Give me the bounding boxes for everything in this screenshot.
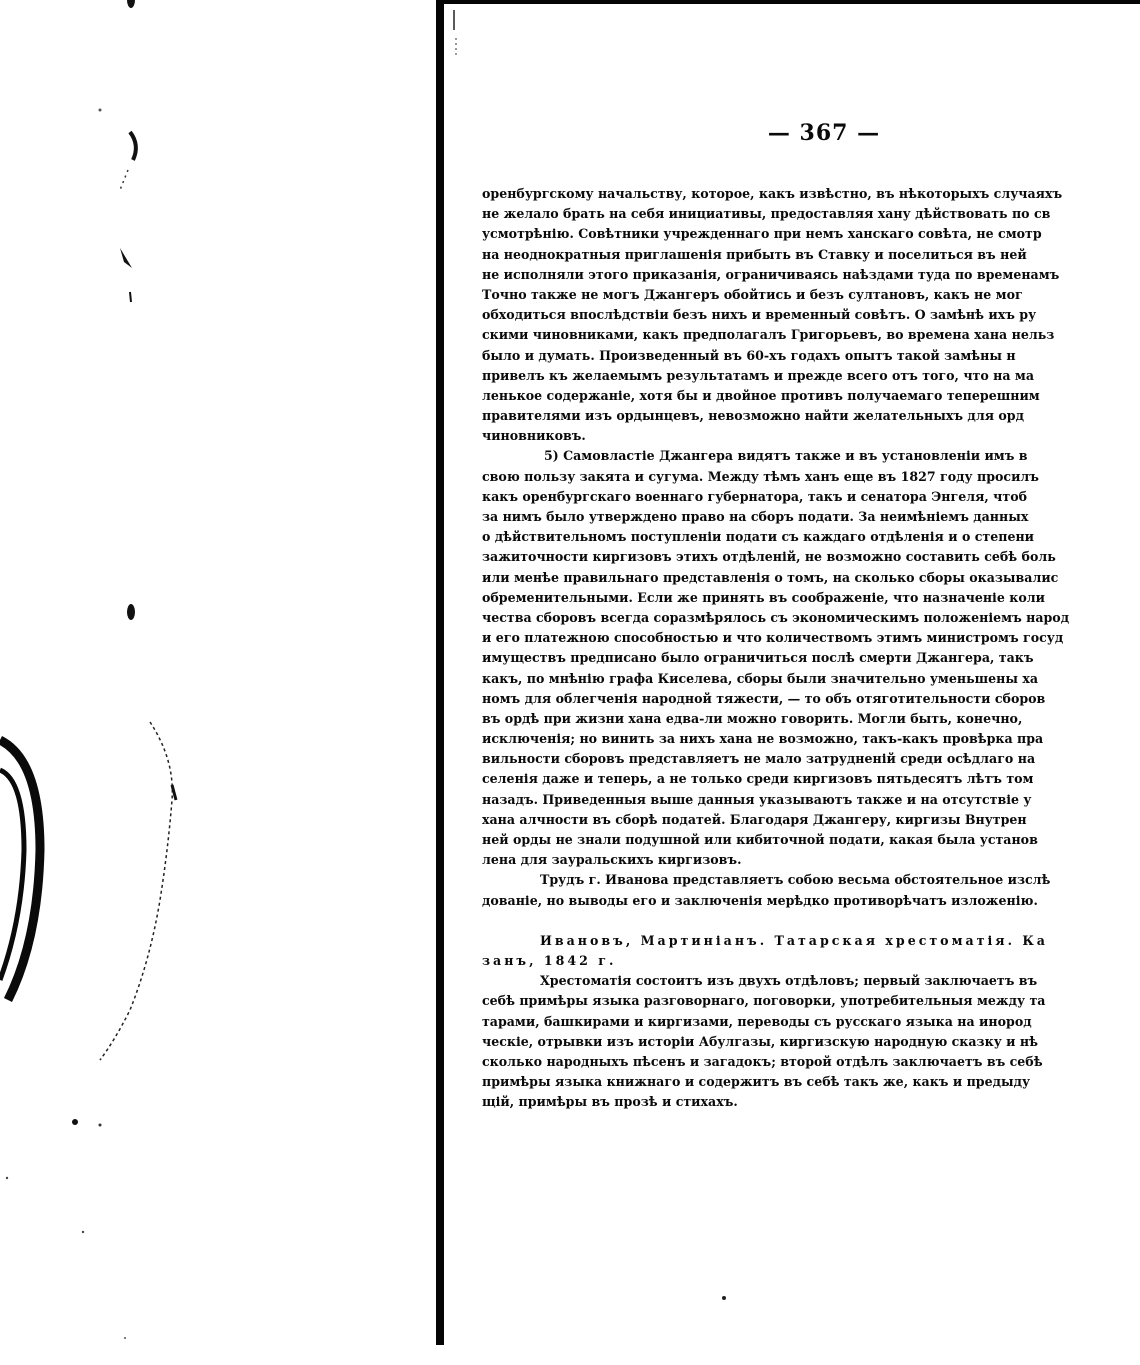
text-line: Трудъ г. Иванова представляетъ собою весьма обстоятельное изслѣ xyxy=(540,872,1051,888)
text-line: привелъ къ желаемымъ результатамъ и прежде всего отъ того, что на ма xyxy=(482,367,1034,383)
text-line: какъ, по мнѣнію графа Киселева, сборы были значительно уменьшены ха xyxy=(482,670,1039,686)
text-line: вильности сборовъ представляетъ не мало затрудненій среди осѣдлаго на xyxy=(482,751,1036,767)
text-line: въ ордѣ при жизни хана едва-ли можно говорить. Могли быть, конечно, xyxy=(482,710,1023,726)
text-line: о дѣйствительномъ поступленіи подати съ каждаго отдѣленія и о степени xyxy=(482,529,1035,545)
text-line: обременительными. Если же принять въ соображеніе, что назначеніе коли xyxy=(482,589,1045,605)
left-page-scan-marks xyxy=(0,0,436,1361)
book-spine-shadow xyxy=(436,0,444,1345)
scan-mark-top xyxy=(130,132,136,160)
text-line: 5) Самовластіе Джангера видятъ также и въ установленіи имъ в xyxy=(544,448,1028,464)
text-line: имуществъ предписано было ограничиться послѣ смерти Джангера, такъ xyxy=(482,650,1034,666)
page-number: — 367 — xyxy=(767,120,881,146)
text-line: или менѣе правильнаго представленія о томъ, на сколько сборы оказывалис xyxy=(482,569,1059,585)
text-line: зажиточности киргизовъ этихъ отдѣленій, не возможно составить себѣ боль xyxy=(482,549,1056,565)
text-line: Точно также не могъ Джангеръ обойтись и безъ султановъ, какъ не мог xyxy=(482,286,1023,302)
text-line: чиновниковъ. xyxy=(482,428,586,444)
scan-mark-blot xyxy=(127,0,135,8)
scan-mark-2 xyxy=(120,248,132,268)
scan-mark-dotted-1 xyxy=(120,170,128,190)
scan-mark-3 xyxy=(130,292,131,302)
text-line: щій, примѣры въ прозѣ и стихахъ. xyxy=(482,1094,738,1110)
text-line: Хрестоматія состоитъ изъ двухъ отдѣловъ; первый заключаетъ въ xyxy=(540,973,1038,989)
text-line: лена для зауральскихъ киргизовъ. xyxy=(482,852,742,868)
text-line: свою пользу закята и сугума. Между тѣмъ ханъ еще въ 1827 году просилъ xyxy=(482,468,1039,484)
text-line: назадъ. Приведенныя выше данныя указываютъ также и на отсутствіе у xyxy=(482,791,1032,807)
text-line: обходиться впослѣдствіи безъ нихъ и временный совѣтъ. О замѣнѣ ихъ ру xyxy=(482,307,1037,323)
text-line: тарами, башкирами и киргизами, переводы съ русскаго языка на инород xyxy=(482,1013,1032,1029)
text-line: скими чиновниками, какъ предполагалъ Григорьевъ, во времена хана нельз xyxy=(482,327,1055,343)
text-line: не исполняли этого приказанія, ограничиваясь наѣздами туда по временамъ xyxy=(482,266,1060,282)
text-line: не желало брать на себя инициативы, предоставляя хану дѣйствовать по св xyxy=(482,206,1051,222)
right-page xyxy=(444,0,1140,1361)
text-line: чества сборовъ всегда соразмѣрялось съ экономическимъ положеніемъ народ xyxy=(482,609,1070,625)
scan-mark-curve xyxy=(100,722,172,1060)
text-line: примѣры языка книжнаго и содержитъ въ себѣ такъ же, какъ и предыду xyxy=(482,1074,1031,1090)
text-line: дованіе, но выводы его и заключенія мерѣдко противорѣчатъ изложенію. xyxy=(482,892,1038,908)
text-line: сколько народныхъ пѣсенъ и загадокъ; второй отдѣлъ заключаетъ въ себѣ xyxy=(482,1053,1043,1069)
left-page-margin xyxy=(0,0,436,1361)
right-page-scan-marks xyxy=(444,0,1140,1361)
text-line: и его платежною способностью и что количествомъ этимъ министромъ госуд xyxy=(482,630,1064,646)
text-line: было и думать. Произведенный въ 60-хъ годахъ опытъ такой замѣны н xyxy=(482,347,1016,363)
text-line: ней орды не знали подушной или кибиточной подати, какая была установ xyxy=(482,832,1038,847)
text-line: себѣ примѣры языка разговорнаго, поговорки, употребительныя между та xyxy=(482,993,1046,1009)
text-line: селенія даже и теперь, а не только среди киргизовъ пятьдесятъ лѣтъ том xyxy=(482,771,1034,787)
text-line: хана алчности въ сборѣ податей. Благодаря Джангеру, киргизы Внутрен xyxy=(482,811,1027,827)
text-line: какъ оренбургскаго военнаго губернатора, такъ и сенатора Энгеля, чтоб xyxy=(482,488,1027,504)
text-line: номъ для облегченія народной тяжести, — то объ отяготительности сборов xyxy=(482,690,1046,706)
text-line: оренбургскому начальству, которое, какъ извѣстно, въ нѣкоторыхъ случаяхъ xyxy=(482,186,1063,201)
text-line: исключенія; но винить за нихъ хана не возможно, такъ-какъ провѣрка пра xyxy=(482,731,1044,747)
text-line: правителями изъ ордынцевъ, невозможно найти желательныхъ для орд xyxy=(482,408,1024,424)
text-line: усмотрѣнію. Совѣтники учрежденнаго при немъ ханскаго совѣта, не смотр xyxy=(482,226,1042,242)
text-line: ленькое содержаніе, хотя бы и двойное противъ получаемаго теперешним xyxy=(482,387,1040,403)
text-line: ческіе, отрывки изъ исторіи Абулгазы, киргизскую народную сказку и нѣ xyxy=(482,1033,1038,1049)
entry-heading-cont: занъ, 1842 г. xyxy=(482,952,617,968)
entry-heading: Ивановъ, Мартиніанъ. Татарская хрестоматія. Ка xyxy=(540,932,1048,948)
text-line: на неоднократныя приглашенія прибыть въ Ставку и поселиться въ ней xyxy=(482,246,1027,262)
text-line: за нимъ было утверждено право на сборъ подати. За неимѣніемъ данных xyxy=(482,509,1029,524)
